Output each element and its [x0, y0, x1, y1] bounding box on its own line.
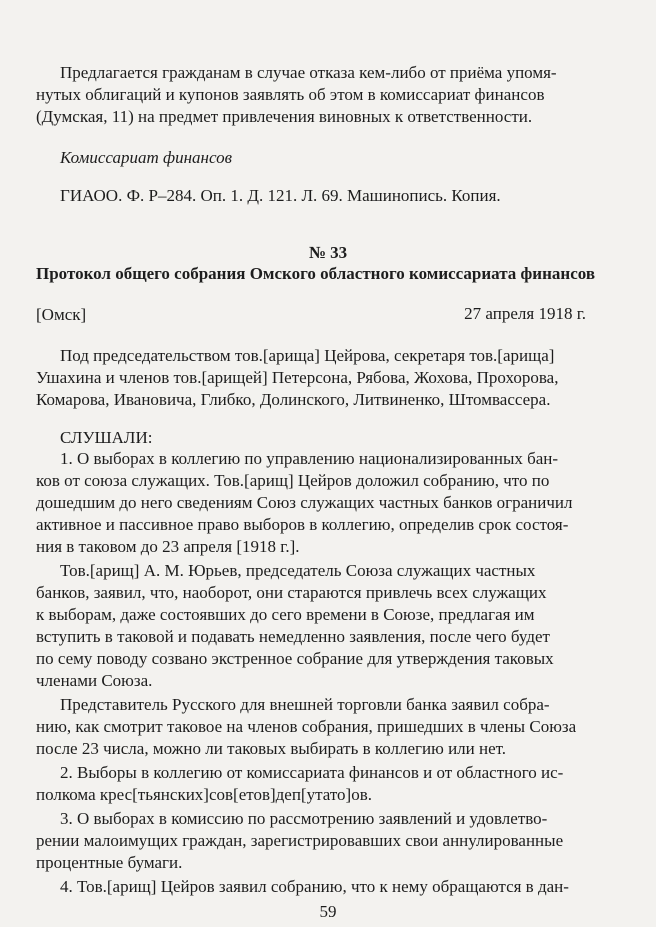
body-line: 4. Тов.[арищ] Цейров заявил собранию, что к нему обращаются в дан- [60, 877, 569, 896]
presidium-line-2: Ушахина и членов тов.[арищей] Петерсона, Рябова, Жохова, Прохорова, [36, 368, 559, 387]
body-line: к выборам, даже состоявших до сего времени в Союзе, предлагая им [36, 605, 535, 624]
body-line: Представитель Русского для внешней торговли банка заявил собра- [60, 695, 550, 714]
body-line: 1. О выборах в коллегию по управлению национализированных бан- [60, 449, 559, 468]
document-title: Протокол общего собрания Омского областного комиссариата финансов [36, 264, 595, 283]
body-line: по сему поводу созвано экстренное собрание для утверждения таковых [36, 649, 554, 668]
body-line: ния в таковом до 23 апреля [1918 г.]. [36, 537, 300, 556]
heard-heading: СЛУШАЛИ: [60, 428, 153, 447]
body-line: членами Союза. [36, 671, 153, 690]
body-line: рении малоимущих граждан, зарегистрировавших свои аннулированные [36, 831, 564, 850]
date: 27 апреля 1918 г. [464, 304, 586, 323]
para1-line-2: нутых облигаций и купонов заявлять об этом в комиссариат финансов [36, 85, 545, 104]
body-line: полкома крес[тьянских]сов[етов]деп[утато]ов. [36, 785, 372, 804]
body-line: Тов.[арищ] А. М. Юрьев, председатель Союза служащих частных [60, 561, 536, 580]
body-line: банков, заявил, что, наоборот, они стараются привлечь всех служащих [36, 583, 547, 602]
archive-source: ГИАОО. Ф. Р–284. Оп. 1. Д. 121. Л. 69. Машинопись. Копия. [60, 186, 501, 205]
body-line: 3. О выборах в комиссию по рассмотрению заявлений и удовлетво- [60, 809, 548, 828]
page-number: 59 [319, 902, 337, 921]
body-line: ков от союза служащих. Тов.[арищ] Цейров доложил собранию, что по [36, 471, 550, 490]
body-line: после 23 числа, можно ли таковых выбирать в коллегию или нет. [36, 739, 507, 758]
presidium-line-1: Под председательством тов.[арища] Цейрова, секретаря тов.[арища] [60, 346, 555, 365]
document-number: № 33 [308, 243, 348, 262]
body-line: активное и пассивное право выборов в коллегию, определив срок состоя- [36, 515, 569, 534]
presidium-line-3: Комарова, Ивановича, Глибко, Долинского, Литвиненко, Штомвассера. [36, 390, 551, 409]
para1-line-1: Предлагается гражданам в случае отказа кем-либо от приёма упомя- [60, 63, 557, 82]
para1-line-3: (Думская, 11) на предмет привлечения виновных к ответственности. [36, 107, 533, 126]
body-line: вступить в таковой и подавать немедленно заявления, после чего будет [36, 627, 550, 646]
body-line: процентные бумаги. [36, 853, 183, 872]
body-line: дошедшим до него сведениям Союз служащих частных банков ограничил [36, 493, 573, 512]
signature: Комиссариат финансов [60, 148, 232, 167]
body-line: 2. Выборы в коллегию от комиссариата финансов и от областного ис- [60, 763, 564, 782]
place: [Омск] [36, 305, 87, 324]
body-line: нию, как смотрит таковое на членов собрания, пришедших в члены Союза [36, 717, 577, 736]
